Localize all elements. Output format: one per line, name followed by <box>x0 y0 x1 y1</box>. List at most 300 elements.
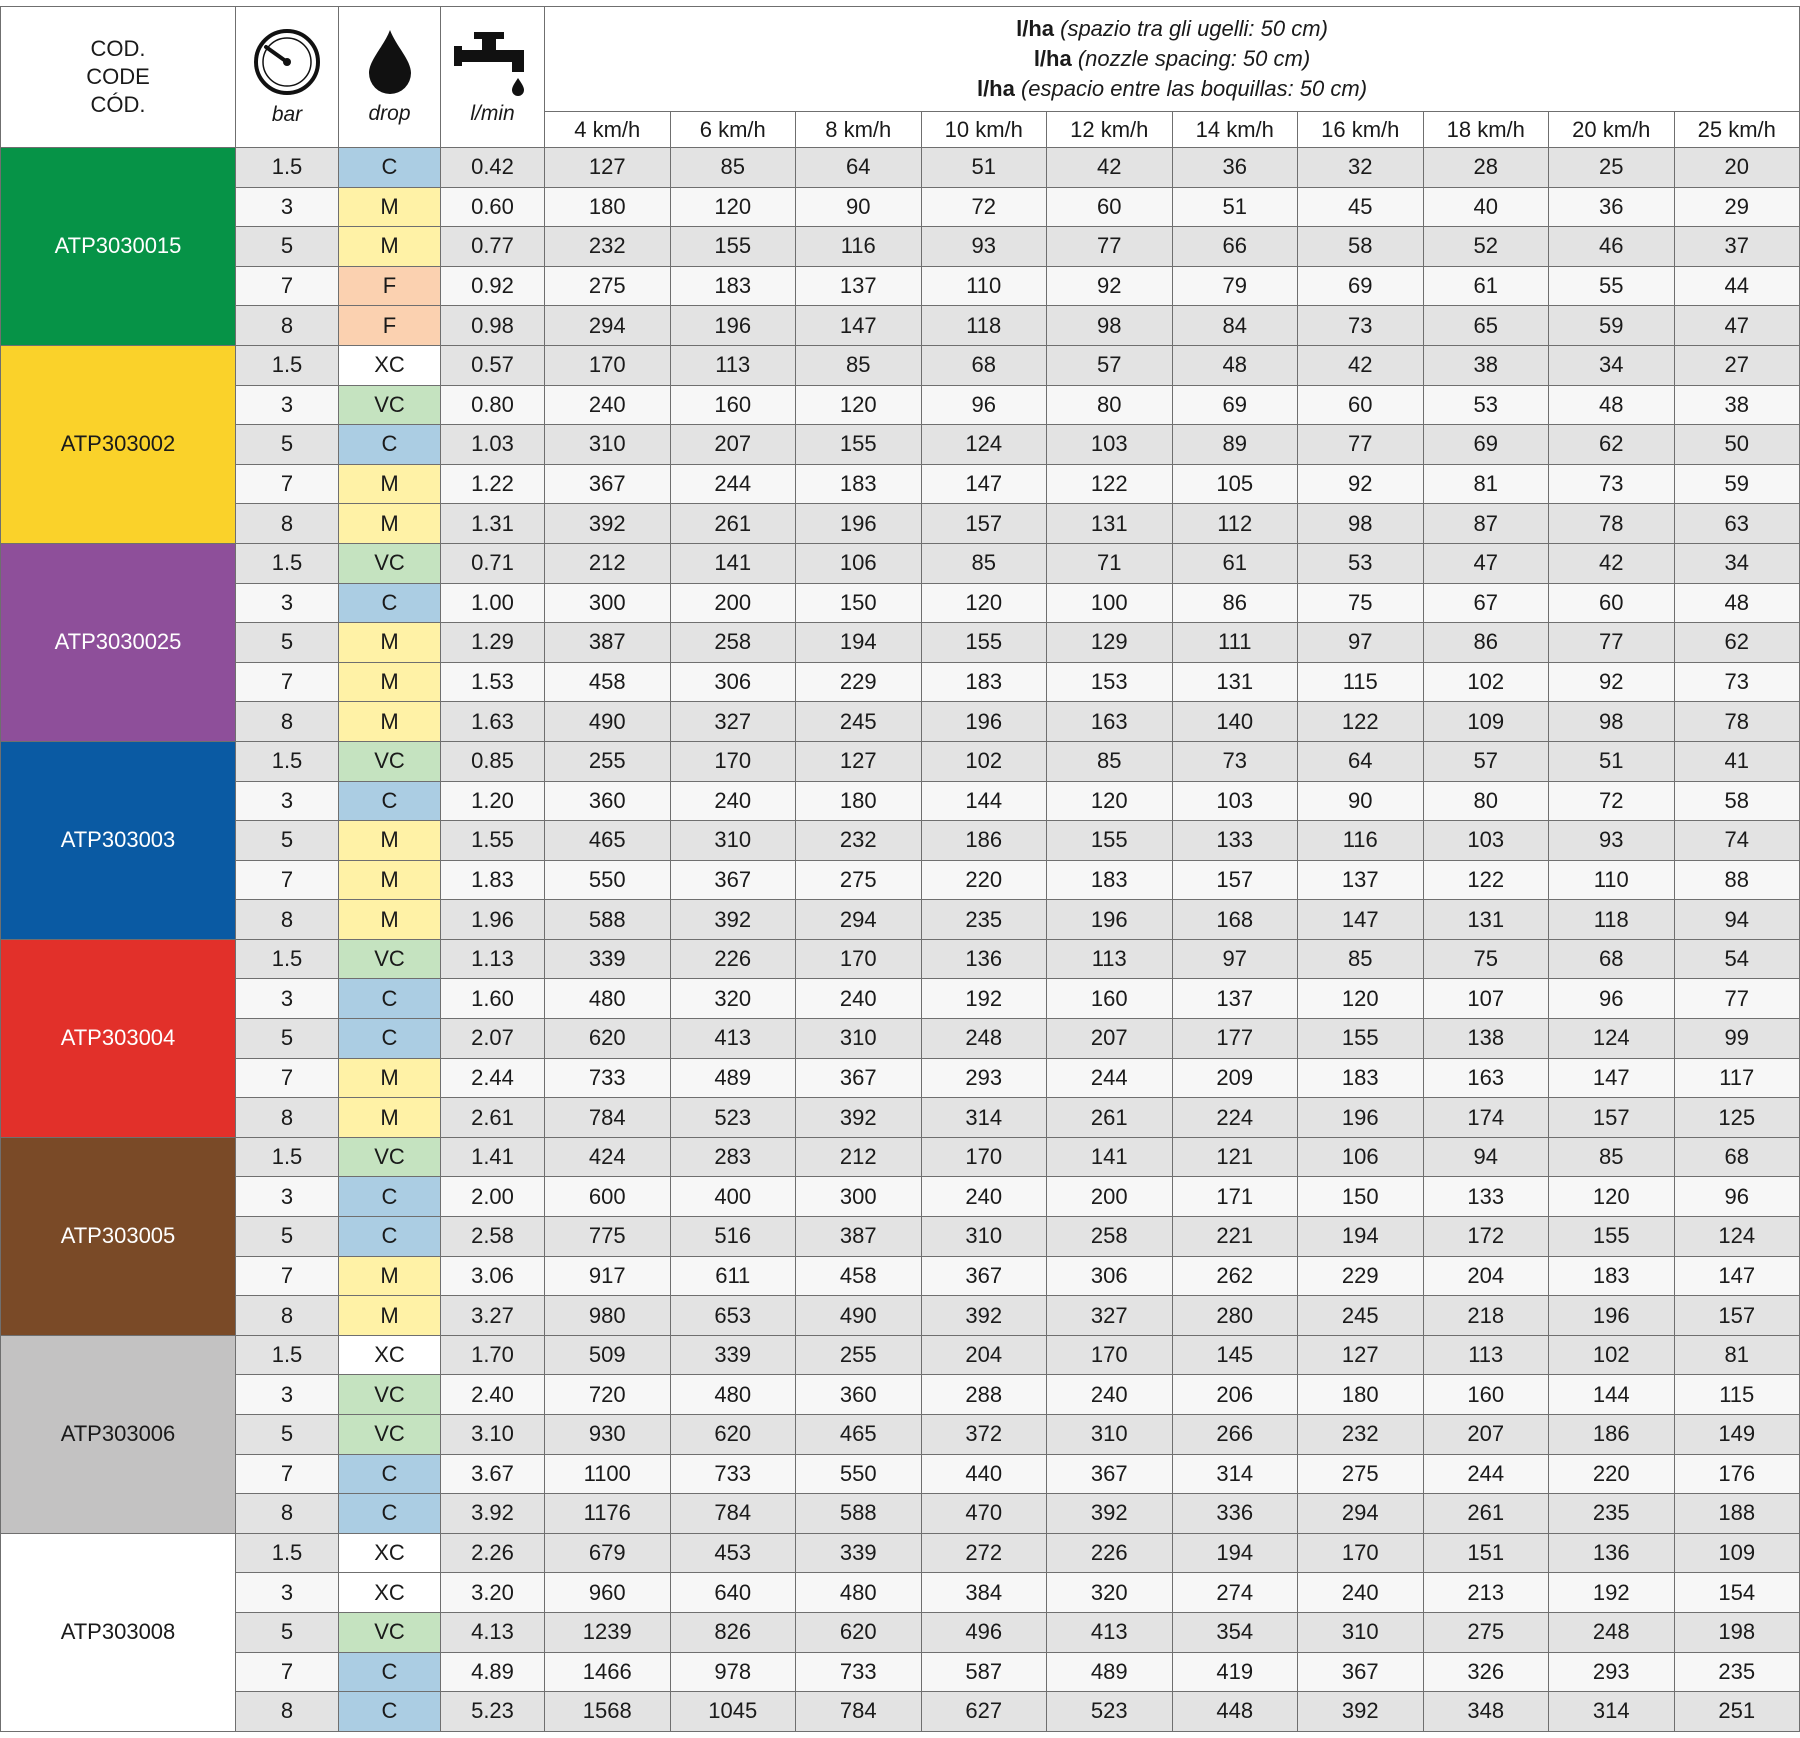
application-rate-cell: 59 <box>1674 464 1800 504</box>
application-rate-cell: 60 <box>1047 187 1173 227</box>
application-rate-cell: 120 <box>1298 979 1424 1019</box>
pressure-cell: 1.5 <box>236 939 339 979</box>
table-row <box>1 504 1800 544</box>
application-rate-cell: 240 <box>796 979 922 1019</box>
application-rate-cell: 74 <box>1674 821 1800 861</box>
application-rate-cell: 392 <box>796 1098 922 1138</box>
droplet-class-cell: M <box>339 464 441 504</box>
application-rate-cell: 327 <box>670 702 796 742</box>
application-rate-cell: 229 <box>796 662 922 702</box>
application-rate-cell: 36 <box>1549 187 1675 227</box>
application-rate-cell: 102 <box>1549 1335 1675 1375</box>
application-rate-cell: 131 <box>1047 504 1173 544</box>
flow-rate-cell: 1.22 <box>441 464 545 504</box>
pressure-cell: 3 <box>236 1375 339 1415</box>
application-rate-cell: 64 <box>1298 741 1424 781</box>
table-row <box>1 345 1800 385</box>
application-rate-cell: 213 <box>1423 1573 1549 1613</box>
application-rate-cell: 163 <box>1047 702 1173 742</box>
flow-rate-cell: 1.20 <box>441 781 545 821</box>
application-rate-cell: 930 <box>545 1415 671 1455</box>
application-rate-cell: 448 <box>1172 1692 1298 1732</box>
table-row <box>1 464 1800 504</box>
application-rate-cell: 155 <box>921 623 1047 663</box>
application-rate-cell: 92 <box>1047 266 1173 306</box>
application-rate-cell: 194 <box>1172 1533 1298 1573</box>
pressure-cell: 3 <box>236 385 339 425</box>
application-rate-cell: 34 <box>1549 345 1675 385</box>
pressure-cell: 5 <box>236 1019 339 1059</box>
droplet-class-cell: XC <box>339 1533 441 1573</box>
flow-rate-column-header <box>441 7 545 148</box>
application-rate-cell: 147 <box>796 306 922 346</box>
application-rate-cell: 212 <box>796 1137 922 1177</box>
application-rate-cell: 384 <box>921 1573 1047 1613</box>
application-rate-cell: 387 <box>796 1217 922 1257</box>
application-rate-cell: 360 <box>796 1375 922 1415</box>
drop-column-header <box>339 7 441 148</box>
application-rate-cell: 65 <box>1423 306 1549 346</box>
application-rate-cell: 1045 <box>670 1692 796 1732</box>
droplet-class-cell: M <box>339 1296 441 1336</box>
application-rate-cell: 186 <box>1549 1415 1675 1455</box>
application-rate-cell: 138 <box>1423 1019 1549 1059</box>
droplet-class-cell: C <box>339 1454 441 1494</box>
application-rate-cell: 168 <box>1172 900 1298 940</box>
nozzle-code-cell: ATP303002 <box>1 345 236 543</box>
application-rate-cell: 68 <box>1674 1137 1800 1177</box>
flow-rate-cell: 3.10 <box>441 1415 545 1455</box>
application-rate-cell: 224 <box>1172 1098 1298 1138</box>
table-row <box>1 1177 1800 1217</box>
application-rate-cell: 244 <box>1047 1058 1173 1098</box>
application-rate-cell: 194 <box>1298 1217 1424 1257</box>
flow-rate-cell: 0.92 <box>441 266 545 306</box>
application-rate-cell: 248 <box>1549 1612 1675 1652</box>
application-rate-cell: 144 <box>1549 1375 1675 1415</box>
application-rate-cell: 62 <box>1549 425 1675 465</box>
application-rate-cell: 245 <box>796 702 922 742</box>
application-rate-cell: 232 <box>545 227 671 267</box>
application-rate-cell: 480 <box>545 979 671 1019</box>
application-rate-cell: 229 <box>1298 1256 1424 1296</box>
application-rate-cell: 274 <box>1172 1573 1298 1613</box>
application-rate-cell: 145 <box>1172 1335 1298 1375</box>
table-row <box>1 662 1800 702</box>
application-rate-cell: 310 <box>796 1019 922 1059</box>
application-rate-cell: 192 <box>1549 1573 1675 1613</box>
application-rate-cell: 77 <box>1549 623 1675 663</box>
application-rate-cell: 186 <box>921 821 1047 861</box>
application-rate-cell: 113 <box>1423 1335 1549 1375</box>
application-rate-cell: 147 <box>1549 1058 1675 1098</box>
pressure-cell: 1.5 <box>236 148 339 188</box>
droplet-class-cell: M <box>339 227 441 267</box>
application-rate-cell: 196 <box>670 306 796 346</box>
application-rate-cell: 272 <box>921 1533 1047 1573</box>
application-rate-cell: 960 <box>545 1573 671 1613</box>
application-rate-cell: 293 <box>921 1058 1047 1098</box>
application-rate-cell: 261 <box>670 504 796 544</box>
application-rate-cell: 69 <box>1423 425 1549 465</box>
application-rate-cell: 1239 <box>545 1612 671 1652</box>
table-row <box>1 781 1800 821</box>
flow-unit-label: l/min <box>470 102 515 125</box>
droplet-class-cell: XC <box>339 345 441 385</box>
nozzle-code-cell: ATP303006 <box>1 1335 236 1533</box>
application-rate-cell: 160 <box>1423 1375 1549 1415</box>
application-rate-cell: 980 <box>545 1296 671 1336</box>
droplet-class-cell: M <box>339 662 441 702</box>
flow-rate-cell: 2.40 <box>441 1375 545 1415</box>
application-rate-cell: 140 <box>1172 702 1298 742</box>
droplet-class-cell: C <box>339 1692 441 1732</box>
droplet-class-cell: F <box>339 266 441 306</box>
application-rate-cell: 88 <box>1674 860 1800 900</box>
application-rate-cell: 266 <box>1172 1415 1298 1455</box>
application-rate-cell: 129 <box>1047 623 1173 663</box>
application-rate-cell: 196 <box>1549 1296 1675 1336</box>
application-rate-cell: 339 <box>796 1533 922 1573</box>
pressure-cell: 7 <box>236 662 339 702</box>
pressure-cell: 1.5 <box>236 345 339 385</box>
speed-column-header: 16 km/h <box>1298 112 1424 148</box>
flow-rate-cell: 2.00 <box>441 1177 545 1217</box>
application-rate-cell: 77 <box>1298 425 1424 465</box>
code-label-it: COD. <box>90 36 146 61</box>
application-rate-cell: 354 <box>1172 1612 1298 1652</box>
application-rate-cell: 69 <box>1172 385 1298 425</box>
nozzle-flow-table-sheet <box>0 6 1800 1732</box>
table-row <box>1 1217 1800 1257</box>
application-rate-cell: 310 <box>545 425 671 465</box>
pressure-cell: 8 <box>236 504 339 544</box>
droplet-class-cell: C <box>339 583 441 623</box>
application-rate-cell: 124 <box>1549 1019 1675 1059</box>
application-rate-cell: 306 <box>1047 1256 1173 1296</box>
droplet-class-cell: VC <box>339 1375 441 1415</box>
application-rate-cell: 113 <box>670 345 796 385</box>
droplet-class-cell: VC <box>339 1415 441 1455</box>
table-row <box>1 306 1800 346</box>
application-rate-cell: 172 <box>1423 1217 1549 1257</box>
application-rate-cell: 110 <box>921 266 1047 306</box>
pressure-cell: 5 <box>236 623 339 663</box>
application-rate-cell: 784 <box>545 1098 671 1138</box>
application-rate-cell: 262 <box>1172 1256 1298 1296</box>
application-rate-cell: 113 <box>1047 939 1173 979</box>
application-rate-cell: 480 <box>670 1375 796 1415</box>
application-rate-cell: 157 <box>1172 860 1298 900</box>
speed-column-header: 25 km/h <box>1674 112 1800 148</box>
pressure-gauge-icon <box>252 27 322 97</box>
pressure-cell: 5 <box>236 821 339 861</box>
application-rate-cell: 67 <box>1423 583 1549 623</box>
droplet-class-cell: C <box>339 781 441 821</box>
application-rate-cell: 120 <box>670 187 796 227</box>
application-rate-cell: 679 <box>545 1533 671 1573</box>
application-rate-cell: 136 <box>921 939 1047 979</box>
application-rate-cell: 53 <box>1298 543 1424 583</box>
application-rate-cell: 489 <box>670 1058 796 1098</box>
table-row <box>1 1296 1800 1336</box>
application-rate-cell: 733 <box>796 1652 922 1692</box>
application-rate-cell: 300 <box>545 583 671 623</box>
application-rate-cell: 149 <box>1674 1415 1800 1455</box>
application-rate-cell: 170 <box>1047 1335 1173 1375</box>
table-row <box>1 1652 1800 1692</box>
flow-rate-cell: 3.20 <box>441 1573 545 1613</box>
application-rate-cell: 155 <box>1298 1019 1424 1059</box>
application-rate-cell: 127 <box>796 741 922 781</box>
speed-column-header: 12 km/h <box>1047 112 1173 148</box>
pressure-cell: 8 <box>236 1098 339 1138</box>
application-rate-cell: 28 <box>1423 148 1549 188</box>
application-rate-cell: 465 <box>796 1415 922 1455</box>
application-rate-cell: 87 <box>1423 504 1549 544</box>
code-column-header <box>1 7 236 148</box>
flow-rate-cell: 0.60 <box>441 187 545 227</box>
application-rate-cell: 240 <box>545 385 671 425</box>
pressure-unit-label: bar <box>271 103 303 126</box>
flow-rate-cell: 1.00 <box>441 583 545 623</box>
application-rate-cell: 94 <box>1423 1137 1549 1177</box>
application-rate-cell: 103 <box>1047 425 1173 465</box>
application-rate-cell: 107 <box>1423 979 1549 1019</box>
table-row <box>1 1494 1800 1534</box>
application-rate-cell: 204 <box>1423 1256 1549 1296</box>
application-rate-cell: 75 <box>1423 939 1549 979</box>
application-rate-cell: 470 <box>921 1494 1047 1534</box>
application-rate-cell: 235 <box>921 900 1047 940</box>
pressure-cell: 8 <box>236 1494 339 1534</box>
application-rate-cell: 68 <box>921 345 1047 385</box>
application-rate-cell: 251 <box>1674 1692 1800 1732</box>
application-rate-cell: 160 <box>670 385 796 425</box>
application-rate-cell: 45 <box>1298 187 1424 227</box>
pressure-cell: 3 <box>236 1573 339 1613</box>
application-rate-cell: 387 <box>545 623 671 663</box>
application-rate-cell: 620 <box>670 1415 796 1455</box>
droplet-class-cell: C <box>339 1019 441 1059</box>
application-rate-cell: 147 <box>921 464 1047 504</box>
application-rate-cell: 226 <box>670 939 796 979</box>
application-rate-cell: 38 <box>1674 385 1800 425</box>
application-rate-cell: 122 <box>1047 464 1173 504</box>
application-rate-cell: 131 <box>1423 900 1549 940</box>
application-rate-cell: 137 <box>1298 860 1424 900</box>
application-rate-cell: 320 <box>1047 1573 1173 1613</box>
application-rate-cell: 440 <box>921 1454 1047 1494</box>
flow-rate-cell: 2.61 <box>441 1098 545 1138</box>
application-rate-cell: 98 <box>1549 702 1675 742</box>
application-rate-cell: 93 <box>1549 821 1675 861</box>
application-rate-cell: 207 <box>670 425 796 465</box>
application-rate-cell: 490 <box>796 1296 922 1336</box>
flow-rate-cell: 2.44 <box>441 1058 545 1098</box>
droplet-class-cell: XC <box>339 1335 441 1375</box>
application-rate-cell: 97 <box>1298 623 1424 663</box>
application-rate-cell: 60 <box>1549 583 1675 623</box>
application-rate-cell: 600 <box>545 1177 671 1217</box>
application-rate-cell: 212 <box>545 543 671 583</box>
application-rate-cell: 300 <box>796 1177 922 1217</box>
droplet-class-cell: VC <box>339 543 441 583</box>
application-rate-cell: 183 <box>921 662 1047 702</box>
application-rate-cell: 50 <box>1674 425 1800 465</box>
application-rate-cell: 157 <box>921 504 1047 544</box>
application-rate-cell: 55 <box>1549 266 1675 306</box>
application-rate-cell: 93 <box>921 227 1047 267</box>
application-rate-cell: 220 <box>921 860 1047 900</box>
application-rate-cell: 240 <box>1298 1573 1424 1613</box>
application-rate-cell: 611 <box>670 1256 796 1296</box>
application-rate-cell: 99 <box>1674 1019 1800 1059</box>
application-rate-cell: 84 <box>1172 306 1298 346</box>
table-row <box>1 939 1800 979</box>
application-rate-cell: 131 <box>1172 662 1298 702</box>
application-rate-cell: 48 <box>1172 345 1298 385</box>
application-rate-cell: 245 <box>1298 1296 1424 1336</box>
application-rate-cell: 155 <box>670 227 796 267</box>
application-rate-cell: 240 <box>921 1177 1047 1217</box>
application-rate-cell: 25 <box>1549 148 1675 188</box>
application-rate-cell: 61 <box>1172 543 1298 583</box>
application-rate-title-es: l/ha (espacio entre las boquillas: 50 cm) <box>976 76 1368 101</box>
speed-column-header: 10 km/h <box>921 112 1047 148</box>
application-rate-cell: 255 <box>796 1335 922 1375</box>
application-rate-cell: 127 <box>1298 1335 1424 1375</box>
application-rate-cell: 120 <box>1549 1177 1675 1217</box>
pressure-cell: 7 <box>236 860 339 900</box>
application-rate-cell: 204 <box>921 1335 1047 1375</box>
table-row <box>1 227 1800 267</box>
table-row <box>1 148 1800 188</box>
application-rate-cell: 78 <box>1674 702 1800 742</box>
application-rate-cell: 240 <box>670 781 796 821</box>
application-rate-cell: 413 <box>1047 1612 1173 1652</box>
application-rate-cell: 47 <box>1674 306 1800 346</box>
application-rate-cell: 106 <box>796 543 922 583</box>
application-rate-cell: 226 <box>1047 1533 1173 1573</box>
application-rate-cell: 232 <box>796 821 922 861</box>
application-rate-cell: 102 <box>1423 662 1549 702</box>
application-rate-cell: 588 <box>545 900 671 940</box>
pressure-cell: 7 <box>236 1058 339 1098</box>
application-rate-cell: 453 <box>670 1533 796 1573</box>
flow-rate-cell: 1.41 <box>441 1137 545 1177</box>
application-rate-cell: 1100 <box>545 1454 671 1494</box>
application-rate-cell: 89 <box>1172 425 1298 465</box>
application-rate-cell: 71 <box>1047 543 1173 583</box>
application-rate-cell: 75 <box>1298 583 1424 623</box>
application-rate-cell: 275 <box>796 860 922 900</box>
table-row <box>1 1256 1800 1296</box>
application-rate-cell: 170 <box>796 939 922 979</box>
application-rate-cell: 85 <box>921 543 1047 583</box>
flow-rate-cell: 0.85 <box>441 741 545 781</box>
flow-rate-cell: 1.55 <box>441 821 545 861</box>
application-rate-cell: 66 <box>1172 227 1298 267</box>
application-rate-cell: 336 <box>1172 1494 1298 1534</box>
application-rate-cell: 92 <box>1549 662 1675 702</box>
table-row <box>1 860 1800 900</box>
application-rate-cell: 489 <box>1047 1652 1173 1692</box>
application-rate-cell: 103 <box>1172 781 1298 821</box>
table-row <box>1 1573 1800 1613</box>
application-rate-cell: 98 <box>1298 504 1424 544</box>
application-rate-cell: 235 <box>1674 1652 1800 1692</box>
application-rate-cell: 220 <box>1549 1454 1675 1494</box>
application-rate-cell: 480 <box>796 1573 922 1613</box>
application-rate-cell: 106 <box>1298 1137 1424 1177</box>
application-rate-cell: 116 <box>796 227 922 267</box>
pressure-cell: 1.5 <box>236 1137 339 1177</box>
application-rate-cell: 125 <box>1674 1098 1800 1138</box>
application-rate-cell: 73 <box>1674 662 1800 702</box>
pressure-cell: 3 <box>236 781 339 821</box>
application-rate-cell: 72 <box>921 187 1047 227</box>
table-row <box>1 741 1800 781</box>
application-rate-cell: 171 <box>1172 1177 1298 1217</box>
application-rate-cell: 57 <box>1047 345 1173 385</box>
application-rate-cell: 367 <box>1298 1652 1424 1692</box>
application-rate-cell: 180 <box>796 781 922 821</box>
table-row <box>1 1137 1800 1177</box>
application-rate-cell: 147 <box>1674 1256 1800 1296</box>
flow-rate-cell: 1.13 <box>441 939 545 979</box>
application-rate-cell: 109 <box>1674 1533 1800 1573</box>
application-rate-cell: 221 <box>1172 1217 1298 1257</box>
pressure-cell: 7 <box>236 1652 339 1692</box>
application-rate-cell: 98 <box>1047 306 1173 346</box>
application-rate-cell: 79 <box>1172 266 1298 306</box>
application-rate-cell: 48 <box>1549 385 1675 425</box>
application-rate-cell: 85 <box>1298 939 1424 979</box>
application-rate-cell: 115 <box>1298 662 1424 702</box>
pressure-cell: 1.5 <box>236 1335 339 1375</box>
application-rate-cell: 293 <box>1549 1652 1675 1692</box>
application-rate-cell: 133 <box>1172 821 1298 861</box>
application-rate-cell: 80 <box>1047 385 1173 425</box>
application-rate-cell: 81 <box>1423 464 1549 504</box>
application-rate-cell: 122 <box>1298 702 1424 742</box>
application-rate-cell: 85 <box>1047 741 1173 781</box>
application-rate-cell: 232 <box>1298 1415 1424 1455</box>
flow-rate-cell: 1.31 <box>441 504 545 544</box>
application-rate-cell: 733 <box>545 1058 671 1098</box>
table-row <box>1 543 1800 583</box>
application-rate-cell: 372 <box>921 1415 1047 1455</box>
application-rate-cell: 275 <box>1423 1612 1549 1652</box>
application-rate-cell: 105 <box>1172 464 1298 504</box>
flow-rate-cell: 1.83 <box>441 860 545 900</box>
pressure-cell: 8 <box>236 1692 339 1732</box>
application-rate-cell: 96 <box>1674 1177 1800 1217</box>
application-rate-cell: 978 <box>670 1652 796 1692</box>
application-rate-cell: 413 <box>670 1019 796 1059</box>
flow-rate-cell: 4.89 <box>441 1652 545 1692</box>
application-rate-cell: 34 <box>1674 543 1800 583</box>
application-rate-cell: 206 <box>1172 1375 1298 1415</box>
flow-rate-cell: 1.60 <box>441 979 545 1019</box>
application-rate-cell: 80 <box>1423 781 1549 821</box>
application-rate-cell: 177 <box>1172 1019 1298 1059</box>
table-row <box>1 1335 1800 1375</box>
application-rate-cell: 81 <box>1674 1335 1800 1375</box>
table-row <box>1 583 1800 623</box>
droplet-class-cell: C <box>339 1177 441 1217</box>
